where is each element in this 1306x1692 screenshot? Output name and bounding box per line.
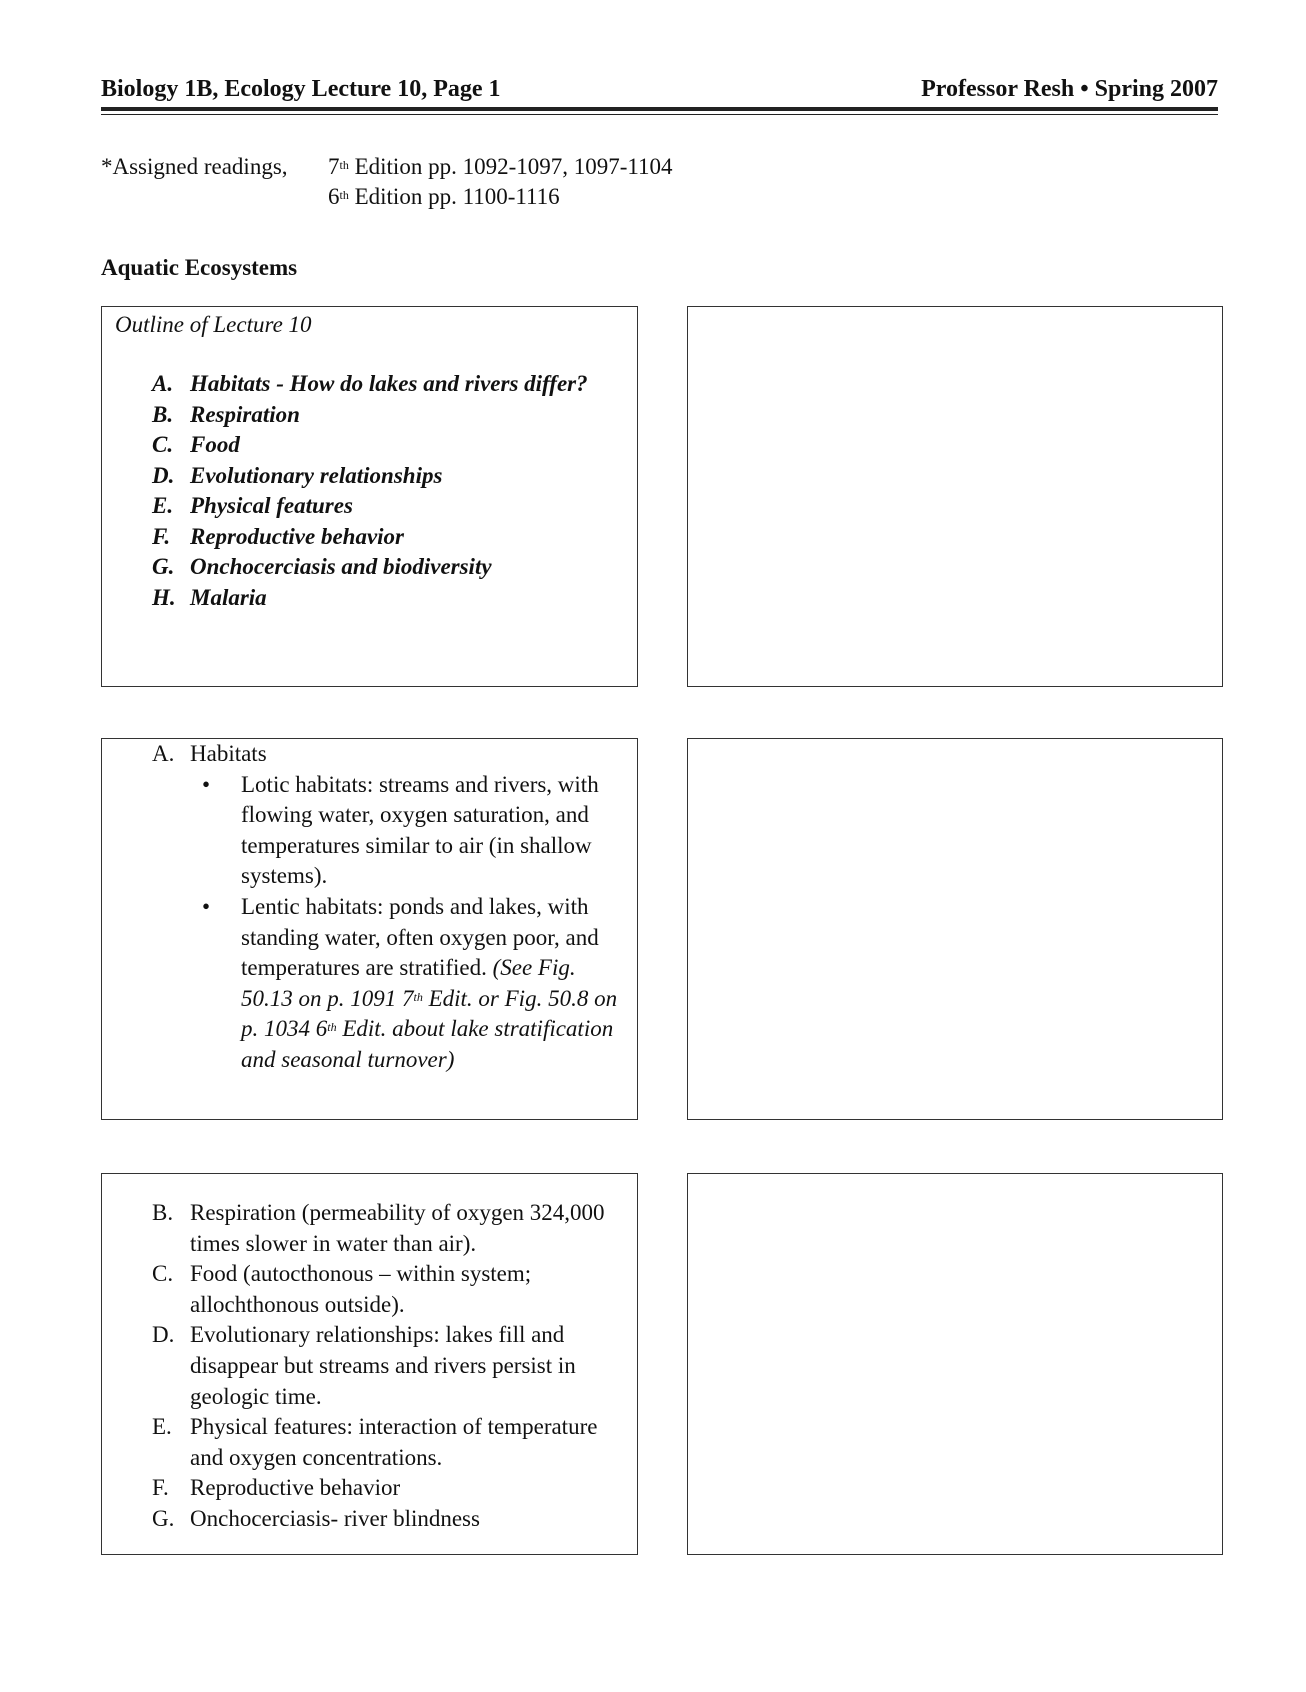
outline-title: Outline of Lecture 10 (115, 312, 312, 337)
header-rule-thin (101, 114, 1218, 115)
details-slide (101, 1173, 638, 1555)
readings-7th-edition: 7th Edition pp. 1092-1097, 1097-1104 (328, 154, 673, 179)
list-item: • Lentic habitats: ponds and lakes, with standing water, often oxygen poor, and temperatures are stratified. (See Fig. 50.13 on p. 1091 7th Edit. or Fig. 50.8 on p. 1034 6th Edit. about lake stratification and seasonal turnover) (202, 893, 618, 1072)
header-rule-thick (101, 107, 1218, 111)
notes-box-2 (687, 738, 1223, 1120)
habitats-slide (101, 738, 638, 1120)
list-item: E. Physical features: interaction of temperature and oxygen concentrations. (152, 1414, 598, 1470)
figure-note: (See Fig. 50.13 on p. 1091 7th Edit. or Fig. 50.8 on p. 1034 6th Edit. about lake stratification and seasonal turnover) (241, 955, 618, 1072)
list-item: D. Evolutionary relationships: lakes fill and disappear but streams and rivers persist in geologic time. (152, 1322, 576, 1409)
list-item: • Lotic habitats: streams and rivers, with flowing water, oxygen saturation, and temperatures similar to air (in shallow systems). (202, 771, 599, 889)
section-title: Aquatic Ecosystems (101, 255, 298, 280)
list-item: C. Food (autocthonous – within system; allochthonous outside). (152, 1261, 532, 1317)
list-item: G. Onchocerciasis and biodiversity (152, 554, 492, 579)
instructor-term: Professor Resh • Spring 2007 (921, 76, 1218, 102)
list-item: F. Reproductive behavior (152, 1475, 401, 1501)
list-item: D. Evolutionary relationships (152, 462, 443, 488)
list-item: A. Habitats - How do lakes and rivers differ? (152, 371, 588, 396)
details-list (152, 1198, 627, 1535)
habitats-content (152, 739, 622, 1076)
list-item: C. Food (152, 432, 240, 457)
list-item: B. Respiration (152, 401, 300, 427)
readings-label: *Assigned readings, (101, 154, 288, 179)
list-item: B. Respiration (permeability of oxygen 324,000 times slower in water than air). (152, 1200, 605, 1256)
notes-box-3 (687, 1173, 1223, 1555)
habitats-bullets (152, 770, 622, 1076)
notes-box-1 (687, 306, 1223, 687)
list-item: G. Onchocerciasis- river blindness (152, 1505, 480, 1531)
outline-slide (101, 306, 638, 687)
page-header (101, 74, 1218, 104)
course-title: Biology 1B, Ecology Lecture 10, Page 1 (101, 76, 501, 102)
habitats-heading: A. Habitats (152, 741, 267, 766)
outline-list (152, 369, 592, 613)
list-item: F. Reproductive behavior (152, 523, 404, 549)
list-item: E. Physical features (152, 493, 353, 518)
readings-6th-edition: 6th Edition pp. 1100-1116 (328, 184, 560, 209)
list-item: H. Malaria (152, 584, 267, 610)
